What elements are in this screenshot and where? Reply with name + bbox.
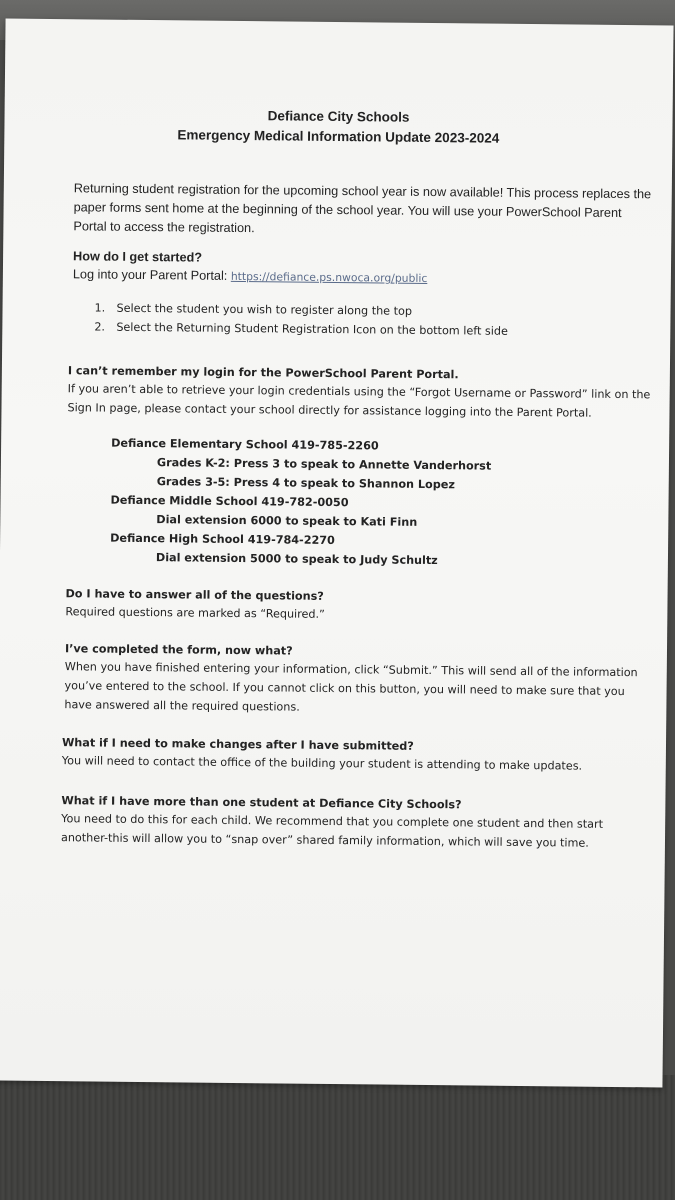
document-subtitle: Emergency Medical Information Update 2023-2024: [177, 127, 500, 146]
intro-paragraph: Returning student registration for the upcoming school year is now available! This process replaces the paper forms sent home at the beginning of the school year. You will use your PowerSchool Parent Portal to access the registration.: [73, 181, 652, 236]
desk-background-bottom: [0, 1075, 675, 1200]
school-contacts: [110, 434, 492, 571]
elementary-school-contact: Defiance Elementary School 419-785-2260: [111, 436, 379, 453]
high-school-detail: Dial extension 5000 to speak to Judy Schultz: [155, 551, 438, 568]
changes-paragraph: You will need to contact the office of the building your student is attending to make updates.: [61, 754, 583, 773]
list-item: [94, 317, 508, 340]
changes-heading: What if I need to make changes after I have submitted?: [61, 736, 414, 753]
elementary-k2-detail: Grades K-2: Press 3 to speak to Annette Vanderhorst: [156, 456, 492, 473]
completed-paragraph: When you have finished entering your information, click “Submit.” This will send all of the information you’ve entered to the school. If you cannot click on this button, you will need to make sure that you have answered all the required questions.: [64, 660, 638, 714]
portal-login-line: [73, 265, 428, 288]
paper-document: [0, 19, 674, 1088]
login-heading: I can’t remember my login for the PowerSchool Parent Portal.: [67, 364, 459, 382]
get-started-heading: How do I get started?: [73, 249, 203, 265]
step-number: 2.: [94, 320, 106, 334]
high-school-contact: Defiance High School 419-784-2270: [110, 531, 335, 548]
steps-list: [94, 298, 508, 340]
document-title: Defiance City Schools: [267, 108, 410, 125]
parent-portal-link[interactable]: https://defiance.ps.nwoca.org/public: [230, 269, 428, 285]
multiple-students-heading: What if I have more than one student at Defiance City Schools?: [61, 794, 462, 812]
middle-school-contact: Defiance Middle School 419-782-0050: [110, 493, 349, 510]
middle-school-detail: Dial extension 6000 to speak to Kati Finn: [156, 513, 418, 529]
login-paragraph: If you aren’t able to retrieve your login credentials using the “Forgot Username or Password” link on the Sign In page, please contact your school directly for assistance logging into the Parent Portal.: [67, 382, 651, 420]
elementary-35-detail: Grades 3-5: Press 4 to speak to Shannon Lopez: [156, 475, 455, 492]
completed-heading: I’ve completed the form, now what?: [64, 642, 293, 658]
questions-paragraph: Required questions are marked as “Required.”: [65, 605, 325, 621]
multiple-students-paragraph: You need to do this for each child. We recommend that you complete one student and then start another-this will allow you to “snap over” shared family information, which will save you time.: [60, 812, 604, 850]
step-text: Select the student you wish to register along the top: [116, 301, 413, 318]
questions-heading: Do I have to answer all of the questions?: [65, 587, 324, 603]
portal-login-text: Log into your Parent Portal:: [72, 267, 231, 283]
step-text: Select the Returning Student Registration Icon on the bottom left side: [116, 320, 508, 338]
step-number: 1.: [94, 301, 106, 315]
